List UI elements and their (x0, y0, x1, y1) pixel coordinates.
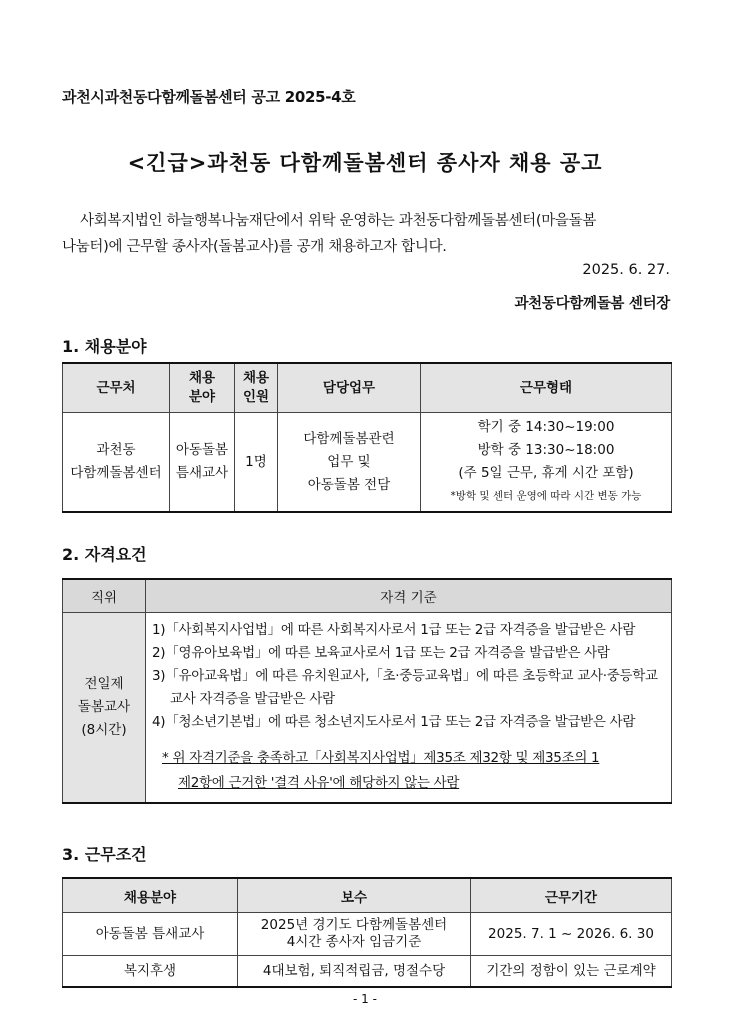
header-duty: 담당업무 (278, 363, 421, 413)
header-position: 직위 (63, 579, 146, 613)
cell-duty: 다함께돌봄관련 업무 및 아동돌봄 전담 (278, 413, 421, 513)
cell-field: 아동돌봄 틈새교사 (63, 913, 238, 956)
header-field: 채용 분야 (170, 363, 235, 413)
notice-number: 과천시과천동다함께돌봄센터 공고 2025-4호 (62, 88, 356, 106)
cell-field: 아동돌봄 틈새교사 (170, 413, 235, 513)
cell-pay: 4대보험, 퇴직적립금, 명절수당 (238, 956, 471, 988)
table-header-row (63, 579, 672, 613)
cell-field: 복지후생 (63, 956, 238, 988)
table-header-row (63, 363, 672, 413)
cell-period: 기간의 정함이 있는 근로계약 (471, 956, 672, 988)
signature: 과천동다함께돌봄 센터장 (514, 296, 670, 312)
section-3-heading: 3. 근무조건 (62, 845, 147, 864)
cell-period: 2025. 7. 1 ~ 2026. 6. 30 (471, 913, 672, 956)
intro-line-2: 나눔터)에 근무할 종사자(돌봄교사)를 공개 채용하고자 합니다. (62, 239, 447, 255)
intro-line-1: 사회복지법인 하늘행복나눔재단에서 위탁 운영하는 과천동다함께돌봄센터(마을돌봄 (80, 213, 597, 229)
disqualification-note-cont: 제2항에 근거한 '결격 사유'에 해당하지 않는 사람 (178, 775, 460, 791)
header-period: 근무기간 (471, 878, 672, 913)
table-row (63, 413, 672, 513)
header-work-type: 근무형태 (421, 363, 672, 413)
header-workplace: 근무처 (63, 363, 170, 413)
recruitment-table (62, 362, 672, 513)
qualification-table (62, 578, 672, 804)
header-field: 채용분야 (63, 878, 238, 913)
cell-work-type: 학기 중 14:30~19:00 방학 중 13:30~18:00 (주 5일 근무, 휴게 시간 포함) *방학 및 센터 운영에 따라 시간 변동 가능 (421, 413, 672, 513)
intro-paragraph (62, 208, 674, 260)
notice-date: 2025. 6. 27. (582, 262, 670, 278)
header-criteria: 자격 기준 (146, 579, 672, 613)
header-pay: 보수 (238, 878, 471, 913)
table-row (63, 913, 672, 956)
list-item: 1)「사회복지사업법」에 따른 사회복지사로서 1급 또는 2급 자격증을 발급받은 사람 (152, 622, 636, 638)
disqualification-note: * 위 자격기준을 충족하고「사회복지사업법」제35조 제32항 및 제35조의 1 (162, 750, 600, 766)
cell-position: 전일제 돌봄교사 (8시간) (63, 613, 146, 804)
cell-count: 1명 (235, 413, 278, 513)
table-row (63, 613, 672, 804)
section-1-heading: 1. 채용분야 (62, 337, 147, 356)
list-item: 2)「영유아보육법」에 따른 보육교사로서 1급 또는 2급 자격증을 발급받은 사람 (152, 645, 610, 661)
cell-workplace: 과천동 다함께돌봄센터 (63, 413, 170, 513)
conditions-table (62, 877, 672, 988)
section-2-heading: 2. 자격요건 (62, 545, 147, 564)
page-title: <긴급>과천동 다함께돌봄센터 종사자 채용 공고 (127, 151, 603, 175)
cell-pay: 2025년 경기도 다함께돌봄센터 4시간 종사자 임금기준 (238, 913, 471, 956)
header-count: 채용 인원 (235, 363, 278, 413)
table-header-row (63, 878, 672, 913)
page-number: - 1 - (353, 992, 377, 1006)
work-type-note: *방학 및 센터 운영에 따라 시간 변동 가능 (450, 490, 642, 502)
cell-criteria (146, 613, 672, 804)
table-row (63, 956, 672, 988)
list-item: 4)「청소년기본법」에 따른 청소년지도사로서 1급 또는 2급 자격증을 발급받은 사람 (152, 714, 636, 730)
list-item: 3)「유아교육법」에 따른 유치원교사,「초·중등교육법」에 따른 초등학교 교사·중등학교 교사 자격증을 발급받은 사람 (152, 668, 658, 707)
